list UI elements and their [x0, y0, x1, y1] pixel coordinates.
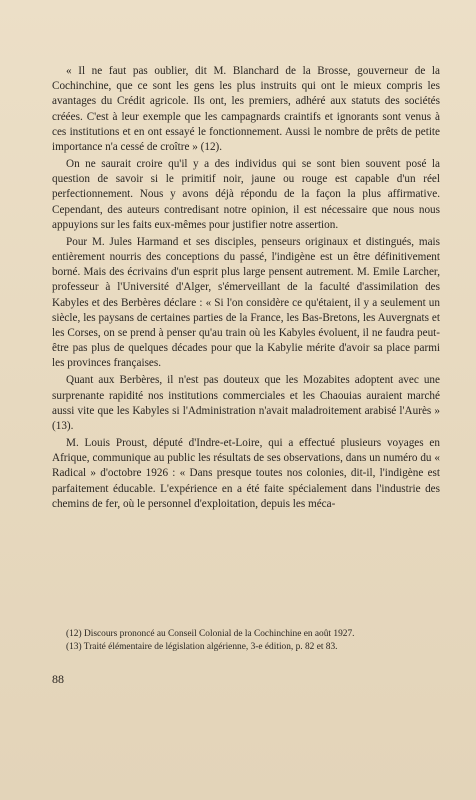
footnote: (13) Traité élémentaire de législation algérienne, 3-e édition, p. 82 et 83. [66, 642, 338, 652]
paragraph: M. Louis Proust, député d'Indre-et-Loire, qui a effectué plusieurs voyages en Afrique, communique au public les résultats de ses observations, dans un numéro du « Radical » d'octobre 1926 : « Dans presque toutes nos colonies, dit-il, l'indigène est parfaitement éducable. L'expérience en a été faite spécialement dans l'industrie des chemins de fer, où le personnel d'exploitation, depuis les méca- [52, 437, 440, 510]
paragraph: Quant aux Berbères, il n'est pas douteux que les Mozabites adoptent avec une surprenante rapidité nos institutions commerciales et les Chaouias auraient marché aussi vite que les Kabyles si l'Administration n'avait maladroitement arabisé l'Aurès » (13). [52, 374, 440, 433]
paragraph: Pour M. Jules Harmand et ses disciples, penseurs originaux et distingués, mais entièrement nourris des conceptions du passé, l'indigène est un être définitivement borné. Mais des écrivains d'un esprit plus large pensent autrement. M. Emile Larcher, professeur à l'Université d'Alger, s'émerveillant de la faculté d'assimilation des Kabyles et des Berbères déclare : « Si l'on considère ce qu'étaient, il y a seulement un siècle, les paysans de certaines parties de la France, les Bas-Bretons, les Auvergnats et les Corses, on se prend à penser qu'au train où les Kabyles évoluent, il ne faudra peut-être pas plus de quelques décades pour que la Kabylie mérite d'avoir sa place parmi les provinces françaises. [52, 235, 440, 370]
paragraph: On ne saurait croire qu'il y a des individus qui se sont bien souvent posé la question de savoir si le primitif noir, jaune ou rouge est capable d'un réel perfectionnement. Nous y avons déjà répondu de la façon la plus affirmative. Cependant, des auteurs contredisant notre opinion, il est nécessaire que nous nous appuyions sur les faits eux-mêmes pour justifier notre assertion. [52, 158, 440, 231]
footnotes [52, 628, 440, 654]
paragraph: « Il ne faut pas oublier, dit M. Blanchard de la Brosse, gouverneur de la Cochinchine, que ce sont les gens les plus instruits qui ont le mieux compris les avantages du Crédit agricole. Ils ont, les premiers, adhéré aux statuts des sociétés créées. C'est à leur exemple que les campagnards craintifs et ignorants sont venus à ces institutions et en ont essayé le fonctionnement. Aussi le nombre de prêts de petite importance n'a cessé de croître » (12). [52, 65, 440, 154]
body-text [52, 64, 440, 514]
page-number: 88 [52, 672, 64, 686]
footnote: (12) Discours prononcé au Conseil Colonial de la Cochinchine en août 1927. [66, 629, 355, 639]
